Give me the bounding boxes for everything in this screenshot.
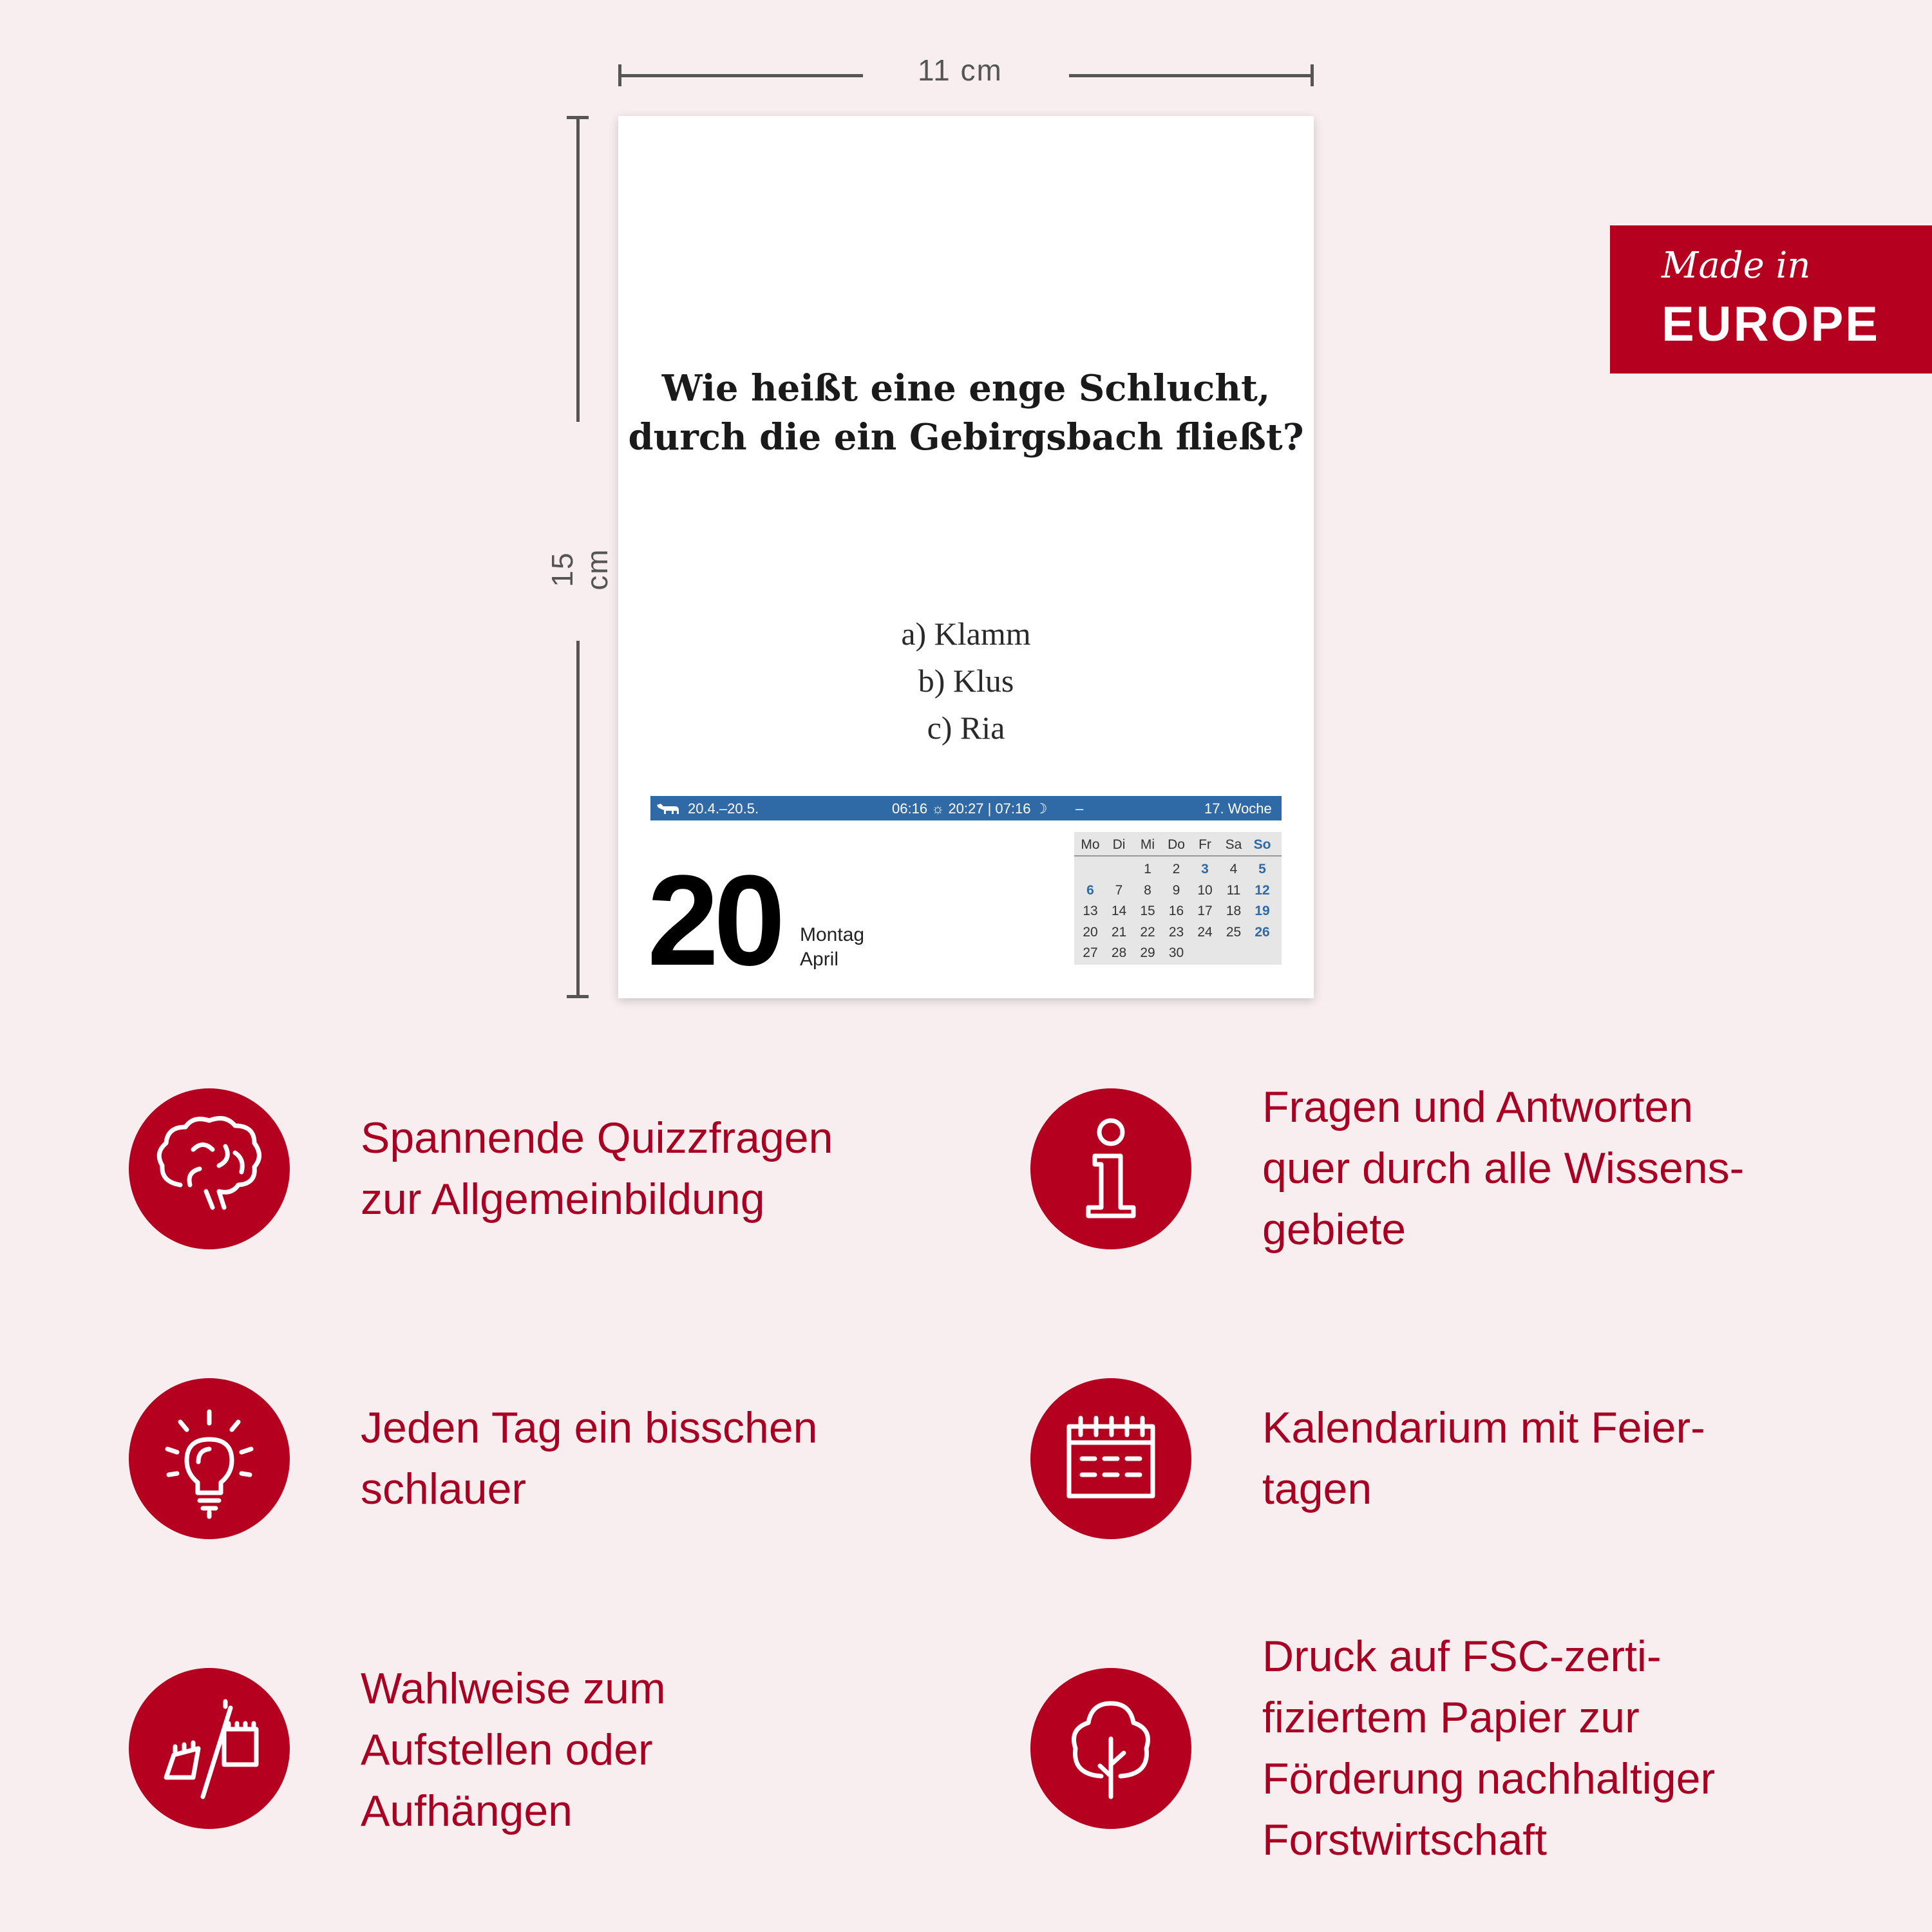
height-label: 15 cm bbox=[545, 548, 614, 591]
mini-calendar-day: 14 bbox=[1111, 904, 1127, 918]
mini-calendar-day: 20 bbox=[1083, 924, 1098, 940]
feature-smarter-every-day: Jeden Tag ein bisschen schlauer bbox=[361, 1403, 818, 1513]
mini-calendar-day: 21 bbox=[1111, 924, 1127, 940]
mini-calendar-header-cell: Mi bbox=[1140, 837, 1155, 852]
zodiac-range: 20.4.–20.5. bbox=[688, 800, 759, 817]
mini-calendar-day: 27 bbox=[1083, 945, 1098, 960]
mini-calendar-day: 25 bbox=[1226, 924, 1242, 940]
badge-main-text: EUROPE bbox=[1662, 297, 1880, 352]
mini-calendar-header-cell: Fr bbox=[1198, 837, 1211, 852]
mini-calendar-day: 13 bbox=[1083, 904, 1098, 918]
mini-calendar-day: 17 bbox=[1197, 904, 1213, 918]
mini-calendar-divider bbox=[1074, 855, 1282, 857]
calendar-info-bar bbox=[650, 796, 1282, 820]
month: April bbox=[800, 949, 839, 970]
mini-calendar-day: 5 bbox=[1258, 862, 1266, 876]
mini-calendar-header-cell: Mo bbox=[1081, 837, 1100, 852]
mini-calendar-day: 24 bbox=[1197, 924, 1213, 940]
mini-calendar-day: 22 bbox=[1140, 924, 1155, 940]
mini-calendar-header-cell: Sa bbox=[1225, 837, 1242, 852]
mini-calendar-day: 4 bbox=[1229, 862, 1238, 876]
mini-calendar-day: 9 bbox=[1172, 882, 1180, 898]
mini-calendar bbox=[1074, 832, 1282, 965]
lightbulb-icon bbox=[129, 1378, 290, 1539]
mini-calendar-day: 1 bbox=[1144, 862, 1151, 876]
sun-moon-times: 06:16 ☼ 20:27 | 07:16 ☽ bbox=[892, 800, 1048, 817]
answer-b: b) Klus bbox=[918, 663, 1014, 699]
mini-calendar-day: 12 bbox=[1255, 882, 1270, 898]
mini-calendar-day: 16 bbox=[1168, 904, 1184, 918]
height-tick-bottom bbox=[567, 995, 589, 998]
info-icon bbox=[1030, 1088, 1191, 1249]
mini-calendar-day: 15 bbox=[1140, 904, 1155, 918]
calendar-icon bbox=[1030, 1378, 1191, 1539]
feature-questions-answers: Fragen und Antworten quer durch alle Wissens- gebiete bbox=[1262, 1083, 1745, 1254]
mini-calendar-day: 30 bbox=[1168, 945, 1184, 960]
feature-quiz-questions: Spannende Quizzfragen zur Allgemeinbildung bbox=[361, 1113, 833, 1224]
week-number: 17. Woche bbox=[1204, 800, 1272, 817]
answer-a: a) Klamm bbox=[901, 616, 1031, 652]
moon-dash: – bbox=[1075, 800, 1084, 817]
feature-stand-or-hang: Wahlweise zum Aufstellen oder Aufhängen bbox=[361, 1664, 666, 1835]
mini-calendar-day: 29 bbox=[1140, 945, 1155, 960]
calendar-page bbox=[618, 116, 1314, 998]
day-number: 20 bbox=[647, 849, 781, 992]
mini-calendar-day: 6 bbox=[1086, 882, 1094, 898]
mini-calendar-day: 8 bbox=[1144, 882, 1151, 898]
stand-hang-icon bbox=[129, 1668, 290, 1829]
mini-calendar-header-cell: Do bbox=[1168, 837, 1185, 852]
mini-calendar-day: 28 bbox=[1111, 945, 1127, 960]
mini-calendar-day: 18 bbox=[1226, 904, 1242, 918]
made-in-europe-badge bbox=[1610, 225, 1932, 374]
mini-calendar-day: 3 bbox=[1201, 862, 1209, 876]
width-tick-right bbox=[1311, 64, 1314, 86]
mini-calendar-header-cell: So bbox=[1253, 837, 1271, 852]
width-line-right bbox=[1069, 74, 1314, 77]
width-label: 11 cm bbox=[918, 53, 1003, 87]
badge-script-text: Made in bbox=[1662, 245, 1811, 287]
tree-icon bbox=[1030, 1668, 1191, 1829]
brain-icon bbox=[129, 1088, 290, 1249]
weekday: Montag bbox=[800, 924, 865, 945]
mini-calendar-day: 10 bbox=[1197, 882, 1213, 898]
quiz-question: Wie heißt eine enge Schlucht, durch die ein Gebirgsbach fließt? bbox=[628, 367, 1304, 459]
width-line-left bbox=[618, 74, 863, 77]
feature-holidays: Kalendarium mit Feier- tagen bbox=[1262, 1403, 1705, 1513]
mini-calendar-header-cell: Di bbox=[1112, 837, 1126, 852]
height-line-bottom bbox=[576, 641, 580, 998]
answer-c: c) Ria bbox=[927, 710, 1005, 746]
mini-calendar-day: 26 bbox=[1255, 924, 1270, 940]
bull-icon bbox=[656, 801, 681, 815]
mini-calendar-day: 2 bbox=[1172, 862, 1180, 876]
mini-calendar-day: 7 bbox=[1115, 882, 1123, 898]
mini-calendar-day: 23 bbox=[1168, 924, 1184, 940]
mini-calendar-day: 19 bbox=[1255, 904, 1270, 918]
feature-fsc-paper: Druck auf FSC-zerti- fiziertem Papier zur Förderung nachhaltiger Forstwirtschaft bbox=[1262, 1632, 1716, 1864]
mini-calendar-day: 11 bbox=[1226, 882, 1241, 898]
height-line-top bbox=[576, 116, 580, 422]
